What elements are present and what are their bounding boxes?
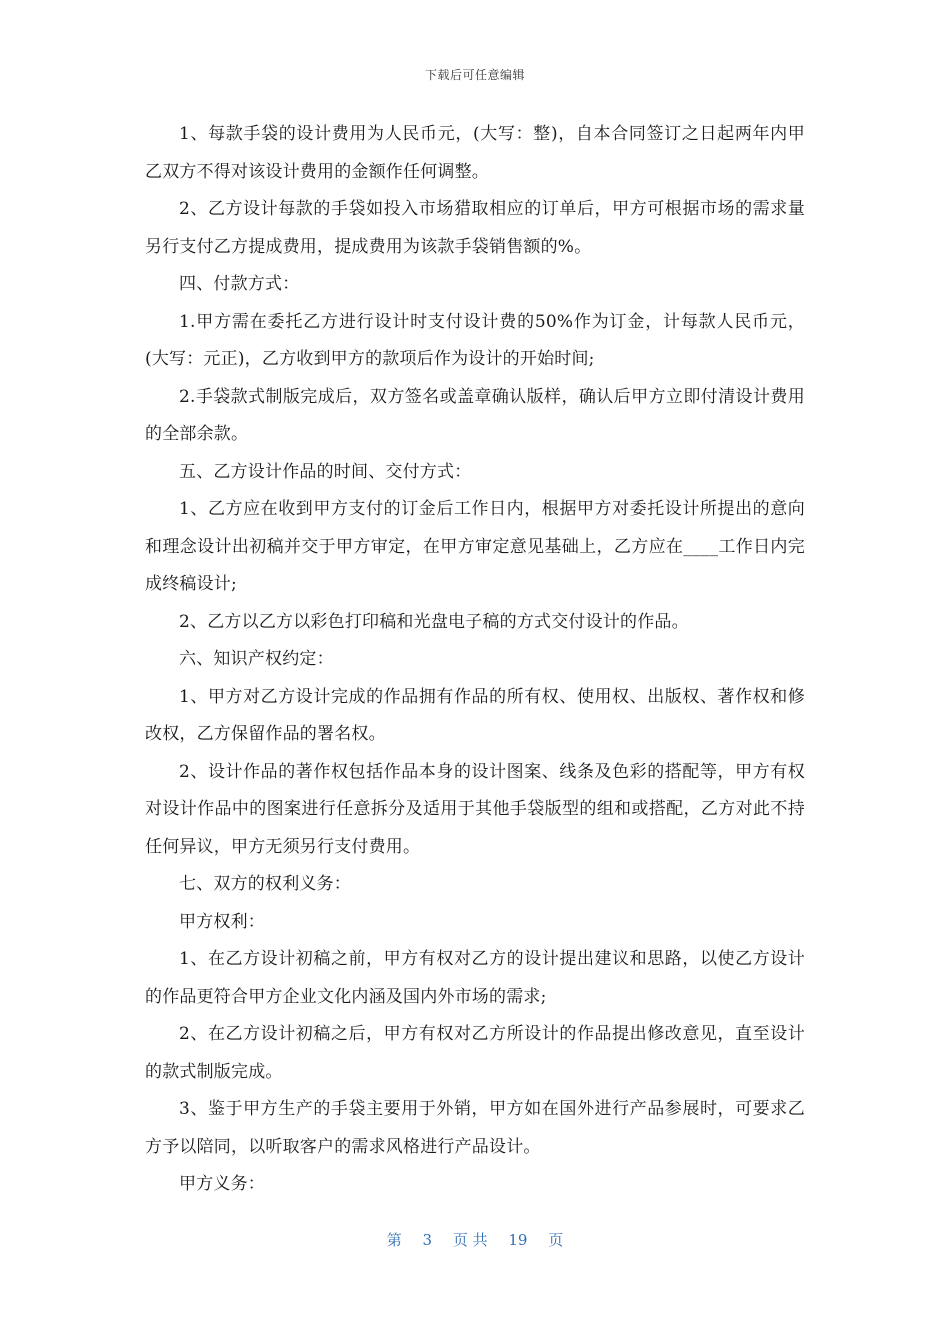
paragraph: 3、鉴于甲方生产的手袋主要用于外销，甲方如在国外进行产品参展时，可要求乙方予以陪同，以听取客户的需求风格进行产品设计。 — [145, 1099, 805, 1157]
page-footer — [0, 1229, 950, 1250]
paragraph: 1、在乙方设计初稿之前，甲方有权对乙方的设计提出建议和思路，以使乙方设计的作品更符合甲方企业文化内涵及国内外市场的需求; — [145, 949, 805, 1007]
total-page-count: 19 — [508, 1231, 528, 1249]
page-header: 下载后可任意编辑 — [424, 68, 525, 82]
subsection-heading: 甲方权利： — [179, 911, 265, 932]
paragraph: 2、在乙方设计初稿之后，甲方有权对乙方所设计的作品提出修改意见，直至设计的款式制版完成。 — [145, 1024, 805, 1082]
paragraph: 2.手袋款式制版完成后，双方签名或盖章确认版样，确认后甲方立即付清设计费用的全部余款。 — [145, 386, 805, 444]
current-page-number: 3 — [422, 1231, 433, 1249]
paragraph: 2、乙方以乙方以彩色打印稿和光盘电子稿的方式交付设计的作品。 — [179, 611, 689, 632]
document-body — [145, 116, 805, 1204]
section-heading: 五、乙方设计作品的时间、交付方式： — [179, 461, 472, 482]
paragraph: 1、乙方应在收到甲方支付的订金后工作日内，根据甲方对委托设计所提出的意向和理念设计出初稿并交于甲方审定，在甲方审定意见基础上，乙方应在____工作日内完成终稿设计; — [145, 499, 805, 594]
footer-label-end: 页 — [548, 1231, 564, 1249]
subsection-heading: 甲方义务： — [179, 1174, 265, 1194]
section-heading: 七、双方的权利义务： — [179, 874, 351, 894]
footer-label-page: 第 — [386, 1231, 402, 1249]
section-heading: 六、知识产权约定： — [179, 649, 334, 669]
section-heading: 四、付款方式： — [179, 274, 300, 294]
paragraph: 1.甲方需在委托乙方进行设计时支付设计费的50%作为订金，计每款人民币元，(大写：元正)，乙方收到甲方的款项后作为设计的开始时间; — [145, 311, 805, 369]
paragraph: 1、甲方对乙方设计完成的作品拥有作品的所有权、使用权、出版权、著作权和修改权，乙方保留作品的署名权。 — [145, 686, 805, 744]
paragraph: 2、乙方设计每款的手袋如投入市场猎取相应的订单后，甲方可根据市场的需求量另行支付乙方提成费用，提成费用为该款手袋销售额的%。 — [145, 199, 805, 257]
paragraph: 1、每款手袋的设计费用为人民币元，(大写：整)，自本合同签订之日起两年内甲乙双方不得对该设计费用的金额作任何调整。 — [145, 124, 805, 182]
footer-label-total: 页 共 — [452, 1231, 488, 1249]
paragraph: 2、设计作品的著作权包括作品本身的设计图案、线条及色彩的搭配等，甲方有权对设计作品中的图案进行任意拆分及适用于其他手袋版型的组和或搭配，乙方对此不持任何异议，甲方无须另行支付费用。 — [145, 761, 805, 857]
